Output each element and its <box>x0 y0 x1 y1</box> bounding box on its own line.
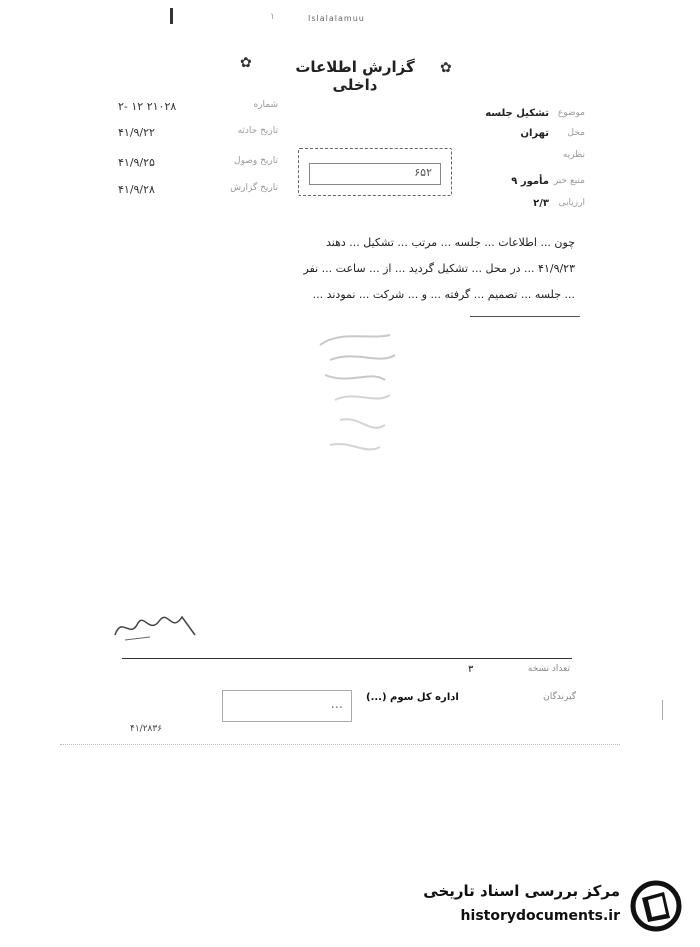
scan-noise-line <box>60 744 620 745</box>
meta-value: ۴۱/۹/۲۸ <box>118 183 155 196</box>
ornament-icon: ✿ <box>440 60 452 76</box>
meta-label: تاریخ گزارش <box>230 183 278 193</box>
divider <box>470 316 580 317</box>
meta-label: شماره <box>253 100 278 110</box>
watermark <box>412 880 682 935</box>
footer-divider <box>122 658 572 659</box>
meta-value: ۲/۳ <box>533 198 549 209</box>
scan-mark-text: Islalalamuu <box>308 14 365 23</box>
meta-label: ارزیابی <box>558 198 585 208</box>
stamp-text: ۶۵۲ <box>414 166 432 179</box>
body-line: ... جلسه ... تصمیم ... گرفته ... و ... شرکت ... نمودند ... <box>312 288 575 301</box>
meta-received-date <box>118 156 278 172</box>
meta-number <box>118 100 278 116</box>
meta-label: تاریخ حادثه <box>237 126 278 136</box>
copies-value: ۳ <box>468 664 474 675</box>
watermark-url: historydocuments.ir <box>460 908 620 924</box>
scan-mark <box>170 8 173 24</box>
archive-logo-icon <box>630 880 682 932</box>
copies-label: تعداد نسخه <box>527 664 570 674</box>
meta-label: تاریخ وصول <box>234 156 278 166</box>
meta-label: منبع خبر <box>553 176 585 186</box>
watermark-title: مرکز بررسی اسناد تاریخی <box>423 882 620 900</box>
footer-stamp <box>222 690 352 722</box>
meta-value: مأمور ۹ <box>511 176 549 187</box>
scan-mark <box>662 700 663 720</box>
meta-evaluation <box>325 198 585 214</box>
meta-report-date <box>118 183 278 199</box>
meta-incident-date <box>118 126 278 142</box>
page-title: گزارش اطلاعات داخلی <box>295 58 415 94</box>
meta-value: ۲۱۰۲۸ ۱۲ -۲ <box>118 100 177 113</box>
meta-subject <box>325 108 585 124</box>
body-line: چون ... اطلاعات ... جلسه ... مرتب ... تشکیل ... دهند <box>326 236 575 249</box>
recipients-label: گیرندگان <box>543 692 576 702</box>
footer-stamp-text: ... <box>330 697 343 712</box>
meta-label: نظریه <box>562 150 585 160</box>
meta-location <box>325 128 585 144</box>
meta-value: ۴۱/۹/۲۲ <box>118 126 155 139</box>
scan-mark-text: ۱ <box>270 12 275 22</box>
recipients-value: اداره کل سوم (...) <box>366 692 459 703</box>
body-line: ۴۱/۹/۲۳ ... در محل ... تشکیل گردید ... از ... ساعت ... نفر <box>303 262 575 275</box>
meta-label: محل <box>567 128 585 138</box>
meta-label: موضوع <box>557 108 585 118</box>
stamp-field <box>309 163 441 185</box>
handwritten-annotation <box>300 325 420 465</box>
meta-value: تهران <box>520 128 549 139</box>
meta-value: تشکیل جلسه <box>485 108 549 119</box>
signature <box>110 605 200 645</box>
document-code: ۴۱/۲۸۳۶ <box>130 724 163 734</box>
ornament-icon: ✿ <box>240 55 252 71</box>
registration-stamp <box>298 148 452 196</box>
meta-value: ۴۱/۹/۲۵ <box>118 156 155 169</box>
